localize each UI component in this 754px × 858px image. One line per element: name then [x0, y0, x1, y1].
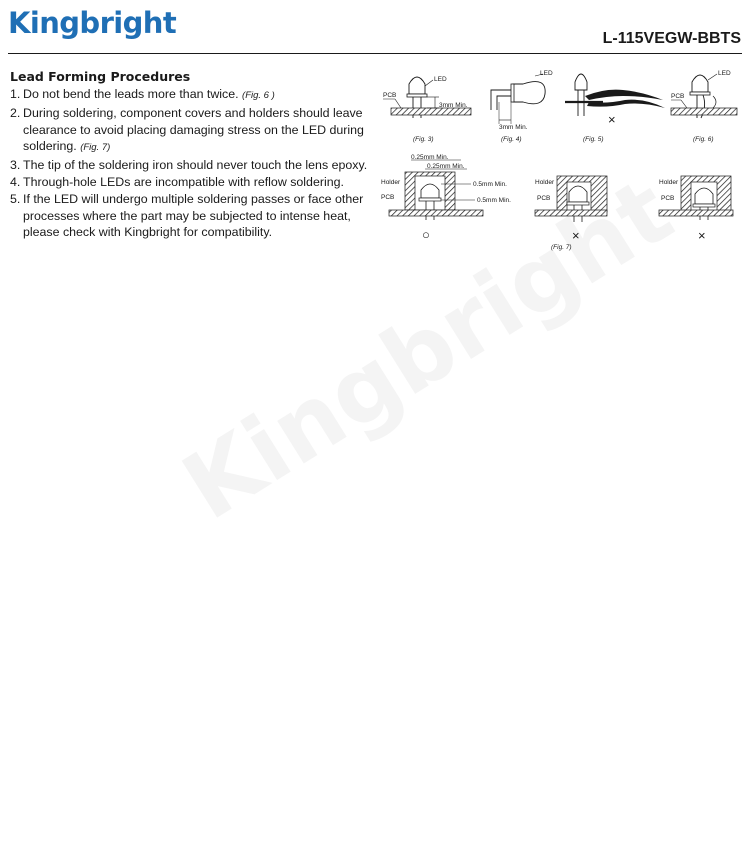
item-number: 2.	[10, 105, 21, 120]
led-body	[575, 74, 587, 90]
led-label: LED	[540, 70, 553, 77]
pcb-label: PCB	[671, 93, 685, 100]
figure-caption: (Fig. 6)	[693, 136, 714, 143]
item-number: 3.	[10, 158, 21, 173]
section-title: Lead Forming Procedures	[10, 69, 191, 84]
figure-5	[565, 74, 665, 143]
dimension-label: 0.25mm Min.	[411, 154, 449, 161]
led-flange	[407, 94, 427, 97]
figure-6	[671, 70, 737, 143]
item-text: During soldering, component covers and holders should leave clearance to avoid placing damaging stress on the LED during soldering.	[23, 105, 364, 154]
incorrect-mark: ×	[572, 228, 580, 243]
procedure-list	[10, 86, 370, 241]
item-number: 1.	[10, 87, 21, 101]
dimension-label: 3mm Min.	[439, 102, 468, 109]
holder-label: Holder	[381, 179, 401, 186]
item-number: 4.	[10, 174, 21, 189]
led-flange	[693, 204, 715, 207]
figure-caption: (Fig. 7)	[551, 244, 572, 251]
led-body	[409, 77, 425, 94]
bent-lead	[491, 90, 511, 110]
figure-caption: (Fig. 5)	[583, 136, 604, 143]
item-text: Through-hole LEDs are incompatible with reflow soldering.	[23, 174, 344, 189]
list-item	[10, 174, 370, 191]
incorrect-mark: ×	[698, 228, 706, 243]
led-body	[695, 188, 713, 204]
holder-label: Holder	[535, 179, 555, 186]
leader-line	[395, 99, 401, 108]
header-rule	[8, 53, 742, 54]
correct-mark: ○	[422, 227, 430, 242]
pcb-board	[389, 210, 483, 216]
led-body	[513, 82, 545, 104]
led-label: LED	[434, 76, 447, 83]
dimension-label: 0.5mm Min.	[473, 181, 507, 188]
led-body	[692, 75, 708, 92]
dimension-label: 0.25mm Min.	[427, 163, 465, 170]
pcb-label: PCB	[383, 92, 397, 99]
led-flange	[690, 92, 710, 95]
holder-label: Holder	[659, 179, 679, 186]
bend-arrow-icon	[713, 96, 716, 108]
item-text: If the LED will undergo multiple soldering passes or face other processes where the part may be subjected to intense heat, please check with Kingbright for compatibility.	[23, 191, 364, 240]
pcb-label: PCB	[381, 194, 395, 201]
pcb-label: PCB	[661, 195, 675, 202]
leader-line	[681, 100, 687, 108]
part-number: L-115VEGW-BBTS	[602, 30, 741, 47]
list-item	[10, 86, 370, 105]
figure-caption: (Fig. 3)	[413, 136, 434, 143]
pcb-label: PCB	[537, 195, 551, 202]
item-text: The tip of the soldering iron should never touch the lens epoxy.	[23, 158, 368, 173]
led-label: LED	[718, 70, 731, 77]
dimension-label: 3mm Min.	[499, 124, 528, 131]
pcb-board	[671, 108, 737, 115]
led-flange	[511, 84, 514, 102]
list-item	[10, 105, 370, 157]
item-text: Do not bend the leads more than twice.	[23, 87, 239, 101]
figure-7-correct	[381, 154, 511, 242]
led-flange	[419, 198, 441, 201]
leader-line	[425, 80, 433, 86]
item-number: 5.	[10, 191, 21, 206]
lead-forming-section	[10, 69, 370, 241]
figure-3	[383, 76, 471, 143]
leader-line	[708, 74, 717, 80]
kingbright-logo: Kingbright	[8, 6, 177, 40]
pliers-icon	[585, 90, 663, 100]
figure-caption: (Fig. 4)	[501, 136, 522, 143]
dimension-label: 0.5mm Min.	[477, 197, 511, 204]
pcb-board	[391, 108, 471, 115]
list-item	[10, 191, 370, 241]
figure-ref: (Fig. 7)	[80, 142, 111, 154]
figure-4	[491, 70, 553, 143]
list-item	[10, 157, 370, 174]
figure-ref: (Fig. 6 )	[242, 90, 275, 101]
pcb-board	[659, 210, 733, 216]
incorrect-mark: ×	[608, 112, 616, 127]
